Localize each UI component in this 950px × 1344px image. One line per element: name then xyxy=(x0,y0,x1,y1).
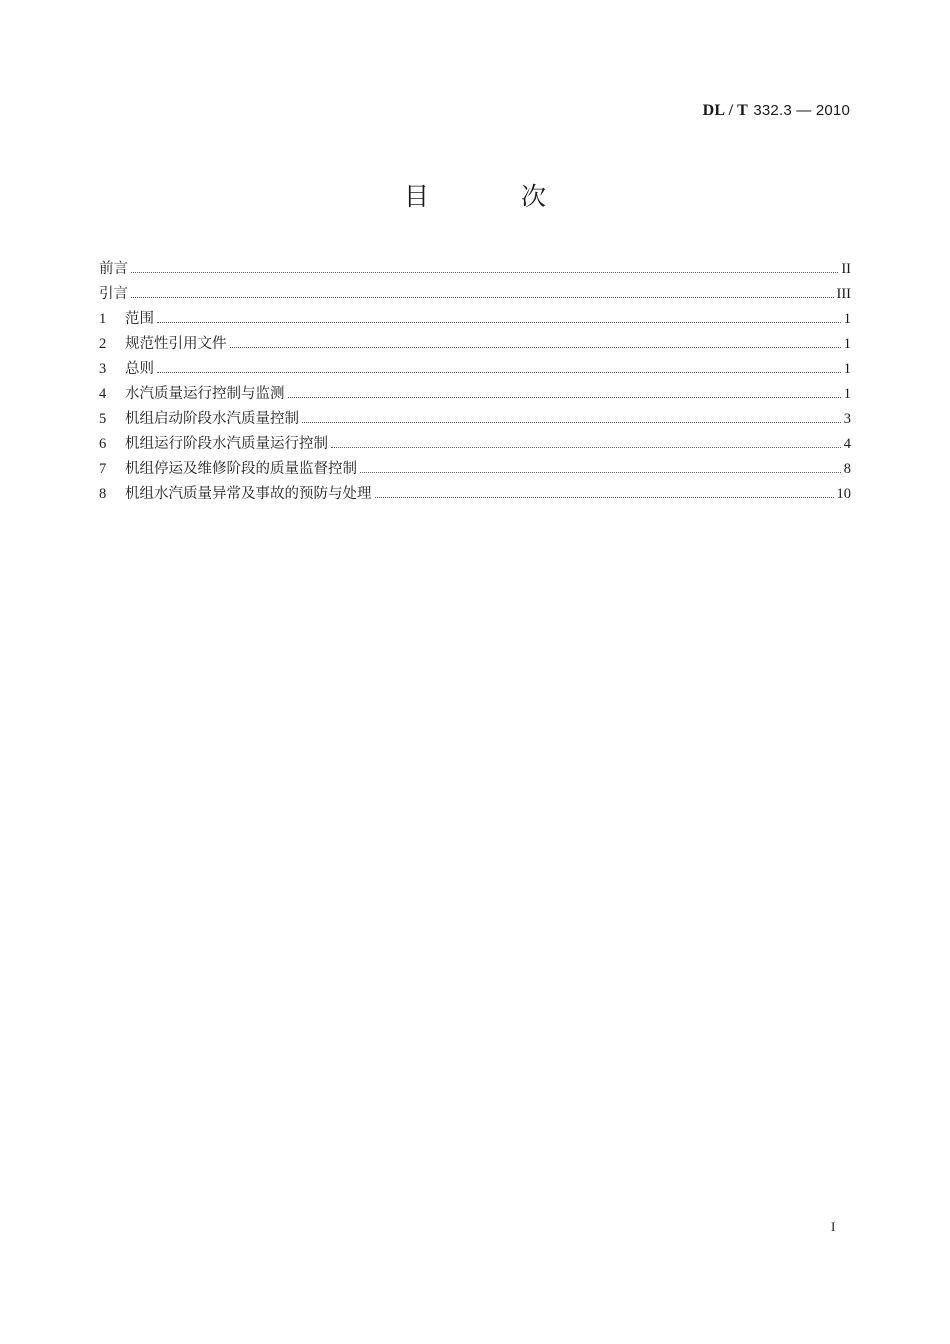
toc-entry-page: 1 xyxy=(843,336,851,352)
toc-dot-leader xyxy=(131,272,838,273)
toc-dot-leader xyxy=(302,422,841,423)
toc-entry-page: 8 xyxy=(843,461,851,477)
toc-entry-introduction[interactable] xyxy=(99,282,851,307)
toc-entry-page: 10 xyxy=(836,486,851,502)
toc-entry-page: III xyxy=(836,286,851,302)
toc-entry-2[interactable] xyxy=(99,332,851,357)
table-of-contents xyxy=(99,257,851,507)
toc-entry-page: II xyxy=(841,261,851,277)
toc-entry-6[interactable] xyxy=(99,432,851,457)
toc-entry-5[interactable] xyxy=(99,407,851,432)
toc-entry-8[interactable] xyxy=(99,482,851,507)
toc-dot-leader xyxy=(131,297,834,298)
toc-entry-number: 6 xyxy=(99,436,107,452)
toc-entry-number: 5 xyxy=(99,411,107,427)
toc-entry-title: 规范性引用文件 xyxy=(125,336,227,352)
toc-entry-page: 4 xyxy=(843,436,851,452)
toc-dot-leader xyxy=(157,322,841,323)
toc-entry-title: 范围 xyxy=(125,311,154,327)
toc-entry-page: 1 xyxy=(843,311,851,327)
page-number: I xyxy=(831,1219,836,1234)
toc-entry-number: 7 xyxy=(99,461,107,477)
toc-entry-title: 机组启动阶段水汽质量控制 xyxy=(125,411,299,427)
toc-entry-4[interactable] xyxy=(99,382,851,407)
toc-dot-leader xyxy=(230,347,841,348)
toc-entry-number: 1 xyxy=(99,311,107,327)
page-title: 目 次 xyxy=(404,182,588,211)
toc-entry-title: 机组停运及维修阶段的质量监督控制 xyxy=(125,461,357,477)
toc-entry-number: 3 xyxy=(99,361,107,377)
toc-entry-foreword[interactable] xyxy=(99,257,851,282)
document-code xyxy=(703,100,850,120)
toc-entry-7[interactable] xyxy=(99,457,851,482)
toc-entry-1[interactable] xyxy=(99,307,851,332)
toc-dot-leader xyxy=(288,397,841,398)
toc-entry-page: 1 xyxy=(843,361,851,377)
toc-entry-title: 引言 xyxy=(99,286,128,302)
toc-entry-page: 3 xyxy=(843,411,851,427)
toc-entry-number: 4 xyxy=(99,386,107,402)
toc-dot-leader xyxy=(157,372,841,373)
toc-entry-page: 1 xyxy=(843,386,851,402)
toc-entry-title: 机组运行阶段水汽质量运行控制 xyxy=(125,436,328,452)
toc-entry-title: 前言 xyxy=(99,261,128,277)
toc-entry-3[interactable] xyxy=(99,357,851,382)
toc-entry-number: 8 xyxy=(99,486,107,502)
document-code-number: 332.3 — 2010 xyxy=(753,102,850,119)
toc-entry-title: 机组水汽质量异常及事故的预防与处理 xyxy=(125,486,372,502)
toc-entry-title: 总则 xyxy=(125,361,154,377)
document-code-prefix: DL / T xyxy=(702,102,749,119)
toc-dot-leader xyxy=(331,447,841,448)
toc-dot-leader xyxy=(375,497,834,498)
toc-entry-title: 水汽质量运行控制与监测 xyxy=(125,386,285,402)
toc-entry-number: 2 xyxy=(99,336,107,352)
toc-dot-leader xyxy=(360,472,841,473)
